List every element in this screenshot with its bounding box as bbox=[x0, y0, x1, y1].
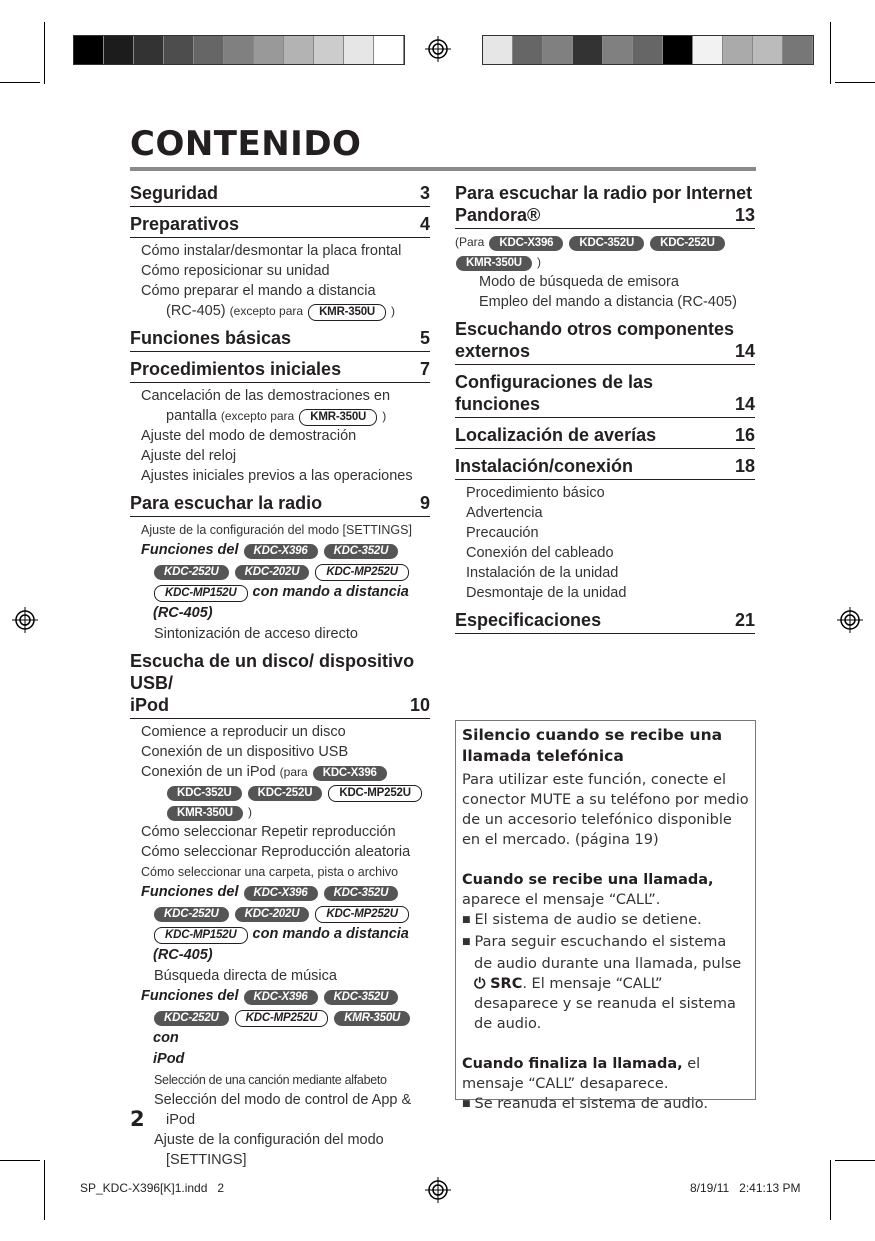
toc-subitem-cont: pantalla (excepto para KMR-350U ) bbox=[166, 408, 387, 424]
toc-subitem-cont: (RC-405) (excepto para KMR-350U ) bbox=[166, 303, 396, 319]
toc-entry-pandora[interactable]: Para escuchar la radio por Internet Pandora® 13 bbox=[455, 182, 755, 229]
toc-subitem[interactable]: Comience a reproducir un disco bbox=[141, 724, 346, 740]
model-badge: KDC-202U bbox=[235, 907, 310, 922]
toc-functions-group: Funciones del KDC-X396 KDC-352U KDC-252U KDC-202U KDC-MP252U KDC-MP152U con mando a distancia (RC-405) bbox=[141, 542, 409, 621]
model-badge: KMR-350U bbox=[167, 806, 243, 821]
toc-subitem[interactable]: Desmontaje de la unidad bbox=[466, 585, 627, 601]
toc-entry-preparativos[interactable]: Preparativos 4 bbox=[130, 213, 430, 238]
toc-subitem[interactable]: Cómo preparar el mando a distancia bbox=[141, 283, 376, 299]
model-badge: KDC-252U bbox=[650, 236, 725, 251]
toc-subitem[interactable]: Cómo seleccionar Repetir reproducción bbox=[141, 824, 396, 840]
crop-mark bbox=[835, 82, 875, 83]
box-when-received: Cuando se recibe una llamada, aparece el mensaje “CALL”. bbox=[462, 872, 714, 908]
box-intro: Para utilizar este función, conecte el conector MUTE a su teléfono por medio de un accesorio telefónico disponible en el mercado. (página 19) bbox=[462, 772, 749, 848]
toc-subitem[interactable]: Empleo del mando a distancia (RC-405) bbox=[479, 294, 737, 310]
model-badge: KDC-252U bbox=[154, 1011, 229, 1026]
model-badge: KDC-MP152U bbox=[154, 927, 248, 944]
model-badge: KDC-352U bbox=[569, 236, 644, 251]
registration-mark-icon bbox=[837, 607, 863, 633]
crop-mark bbox=[44, 1160, 45, 1220]
footer-date: 8/19/11 2:41:13 PM bbox=[690, 1181, 801, 1195]
toc-left-column bbox=[130, 176, 430, 1170]
model-badge: KDC-MP252U bbox=[328, 785, 422, 802]
grayscale-bar-left bbox=[73, 35, 405, 65]
toc-entry-radio[interactable]: Para escuchar la radio 9 bbox=[130, 492, 430, 517]
box-bullet: ■ Se reanuda el sistema de audio. bbox=[456, 1094, 755, 1116]
toc-entry-especificaciones[interactable]: Especificaciones 21 bbox=[455, 609, 755, 634]
model-badge: KDC-X396 bbox=[244, 544, 318, 559]
model-badge: KDC-252U bbox=[154, 565, 229, 580]
toc-subitem[interactable]: Cómo seleccionar Reproducción aleatoria bbox=[141, 844, 411, 860]
model-badge: KDC-352U bbox=[324, 990, 399, 1005]
toc-entry-procedimientos[interactable]: Procedimientos iniciales 7 bbox=[130, 358, 430, 383]
model-badge: KDC-352U bbox=[167, 786, 242, 801]
toc-subitem[interactable]: Búsqueda directa de música bbox=[154, 968, 337, 984]
toc-subitem[interactable]: Selección de una canción mediante alfabeto bbox=[154, 1073, 387, 1087]
crop-mark bbox=[44, 22, 45, 84]
toc-entry-disco[interactable]: Escucha de un disco/ dispositivo USB/ iPod 10 bbox=[130, 650, 430, 719]
toc-subitem-cont: iPod bbox=[166, 1112, 196, 1128]
page-number: 2 bbox=[130, 1107, 145, 1131]
toc-model-list: KMR-350U ) bbox=[455, 252, 755, 272]
toc-functions-group: Funciones del KDC-X396 KDC-352U KDC-252U KDC-MP252U KMR-350U con iPod bbox=[130, 986, 430, 1070]
toc-entry-otros[interactable]: Escuchando otros componentes externos 14 bbox=[455, 318, 755, 365]
toc-subitem[interactable]: Sintonización de acceso directo bbox=[154, 626, 358, 642]
crop-mark bbox=[835, 1160, 875, 1161]
toc-subitem-ipod[interactable]: Conexión de un iPod (para KDC-X396 bbox=[130, 762, 430, 782]
toc-subitem-cont bbox=[130, 782, 430, 802]
toc-subitem[interactable]: Modo de búsqueda de emisora bbox=[479, 274, 679, 290]
registration-mark-icon bbox=[12, 607, 38, 633]
toc-subitem[interactable]: Advertencia bbox=[466, 505, 543, 521]
power-icon: ⏻ bbox=[474, 976, 486, 992]
registration-mark-icon bbox=[425, 1177, 451, 1203]
toc-entry-config[interactable]: Configuraciones de las funciones 14 bbox=[455, 371, 755, 418]
toc-entry-seguridad[interactable]: Seguridad 3 bbox=[130, 182, 430, 207]
box-title: Silencio cuando se recibe una llamada telefónica bbox=[462, 726, 723, 765]
toc-entry-funciones-basicas[interactable]: Funciones básicas 5 bbox=[130, 327, 430, 352]
model-badge: KDC-202U bbox=[235, 565, 310, 580]
crop-mark bbox=[0, 82, 40, 83]
model-badge: KDC-X396 bbox=[313, 766, 387, 781]
model-badge: KDC-X396 bbox=[244, 990, 318, 1005]
toc-subitem[interactable]: Cómo seleccionar una carpeta, pista o archivo bbox=[141, 865, 399, 879]
toc-subitem[interactable]: Precaución bbox=[466, 525, 539, 541]
page-title: CONTENIDO bbox=[130, 124, 362, 164]
toc-entry-averias[interactable]: Localización de averías 16 bbox=[455, 424, 755, 449]
box-bullet: ■ Para seguir escuchando el sistema de audio durante una llamada, pulse ⏻ SRC. El mensaje “CALL” desaparece y se reanuda el sistema de audio. bbox=[456, 932, 755, 1034]
toc-subitem[interactable]: Selección del modo de control de App & bbox=[154, 1092, 412, 1108]
toc-subitem[interactable]: Instalación de la unidad bbox=[466, 565, 619, 581]
toc-subitem[interactable]: Procedimiento básico bbox=[466, 485, 605, 501]
model-badge: KDC-MP152U bbox=[154, 585, 248, 602]
model-badge: KDC-352U bbox=[324, 886, 399, 901]
toc-subitem-cont: KMR-350U ) bbox=[130, 802, 430, 822]
model-badge: KDC-MP252U bbox=[235, 1010, 329, 1027]
toc-subitem[interactable]: Ajuste del reloj bbox=[141, 448, 237, 464]
model-badge: KDC-352U bbox=[324, 544, 399, 559]
toc-right-column bbox=[455, 176, 755, 634]
toc-model-list: (Para KDC-X396 KDC-352U KDC-252U bbox=[455, 232, 755, 252]
toc-subitem[interactable]: Cómo instalar/desmontar la placa frontal bbox=[141, 243, 402, 259]
model-badge: KMR-350U bbox=[308, 304, 386, 321]
toc-functions-group: Funciones del KDC-X396 KDC-352U KDC-252U KDC-202U KDC-MP252U KDC-MP152U con mando a distancia (RC-405) bbox=[141, 884, 409, 963]
toc-subitem[interactable]: Cancelación de las demostraciones en bbox=[141, 388, 391, 404]
box-when-ends: Cuando finaliza la llamada, el mensaje “CALL” desaparece. bbox=[462, 1056, 701, 1092]
model-badge: KMR-350U bbox=[456, 256, 532, 271]
model-badge: KDC-252U bbox=[248, 786, 323, 801]
toc-subitem-cont: [SETTINGS] bbox=[166, 1152, 247, 1168]
model-badge: KDC-MP252U bbox=[315, 906, 409, 923]
toc-subitem[interactable]: Ajuste de la configuración del modo bbox=[154, 1132, 384, 1148]
grayscale-bar-right bbox=[482, 35, 814, 65]
model-badge: KDC-MP252U bbox=[315, 564, 409, 581]
toc-subitem[interactable]: Conexión del cableado bbox=[466, 545, 614, 561]
toc-subitem[interactable]: Ajustes iniciales previos a las operaciones bbox=[141, 468, 413, 484]
crop-mark bbox=[830, 22, 831, 84]
toc-subitem[interactable]: Conexión de un dispositivo USB bbox=[141, 744, 349, 760]
toc-subitem[interactable]: Cómo reposicionar su unidad bbox=[141, 263, 330, 279]
registration-mark-icon bbox=[425, 36, 451, 62]
title-rule bbox=[130, 167, 756, 171]
crop-mark bbox=[0, 1160, 40, 1161]
box-bullet: ■ El sistema de audio se detiene. bbox=[456, 910, 755, 932]
model-badge: KMR-350U bbox=[299, 409, 377, 426]
model-badge: KDC-X396 bbox=[489, 236, 563, 251]
toc-subitem[interactable]: Ajuste del modo de demostración bbox=[141, 428, 357, 444]
footer-file: SP_KDC-X396[K]1.indd 2 bbox=[80, 1181, 225, 1195]
toc-entry-instalacion[interactable]: Instalación/conexión 18 bbox=[455, 455, 755, 480]
model-badge: KDC-252U bbox=[154, 907, 229, 922]
mute-info-box bbox=[455, 720, 756, 1112]
toc-subitem[interactable]: Ajuste de la configuración del modo [SETTINGS] bbox=[141, 523, 412, 537]
crop-mark bbox=[830, 1160, 831, 1220]
model-badge: KMR-350U bbox=[334, 1011, 410, 1026]
model-badge: KDC-X396 bbox=[244, 886, 318, 901]
